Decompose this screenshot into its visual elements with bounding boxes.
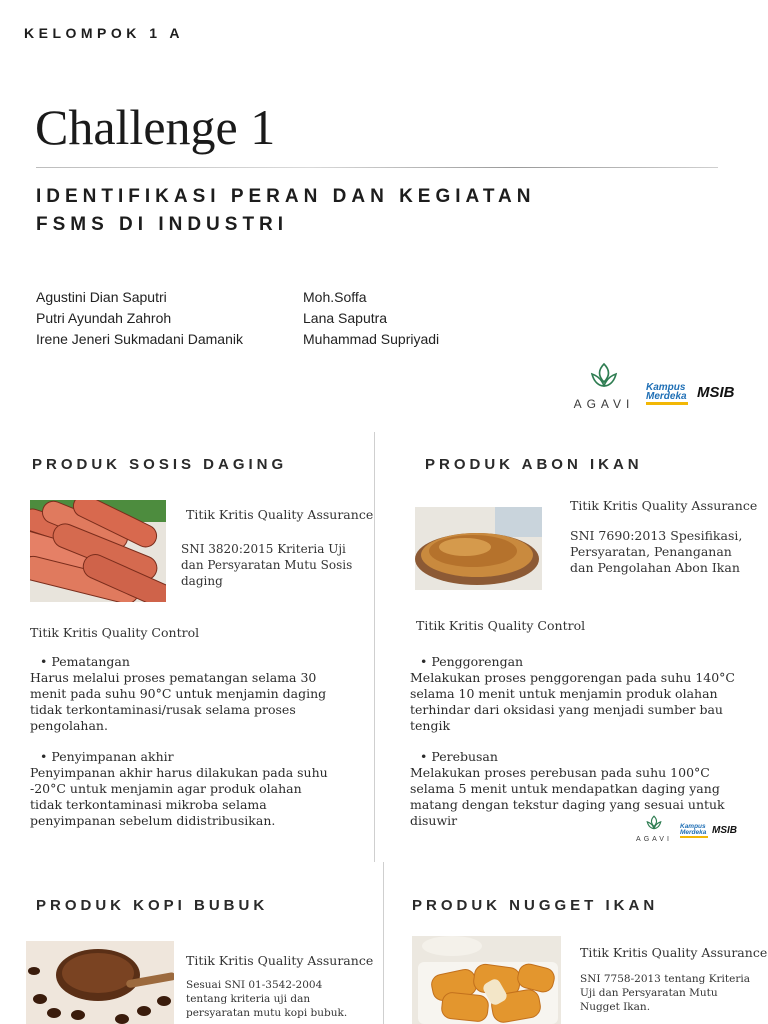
section-title-sosis: PRODUK SOSIS DAGING bbox=[32, 456, 288, 473]
nugget-photo bbox=[412, 936, 561, 1024]
msib-logo: MSIB bbox=[697, 384, 735, 401]
msib-logo-small: MSIB bbox=[712, 825, 737, 836]
kampus-merdeka-logo: Kampus Merdeka bbox=[646, 383, 688, 405]
qc-point-title: • Penyimpanan akhir bbox=[40, 749, 174, 764]
column-divider bbox=[383, 862, 384, 1024]
qc-point-body: Melakukan proses penggorengan pada suhu 140°C selama 10 menit untuk menjamin produk olahan terhindar dari oksidasi yang menjadi sumber bau tengik bbox=[410, 670, 735, 733]
qc-point-body: Harus melalui proses pematangan selama 30 menit pada suhu 90°C untuk menjamin daging tidak terkontaminasi/rusak selama proses pengolahan. bbox=[30, 670, 327, 733]
agavi-logo-small: AGAVI bbox=[632, 815, 676, 843]
agavi-leaf-icon bbox=[588, 362, 620, 392]
agavi-logo: AGAVI bbox=[570, 362, 638, 411]
kampus-merdeka-logo-small: Kampus Merdeka bbox=[680, 823, 707, 836]
qa-title-nugget: Titik Kritis Quality Assurance bbox=[580, 945, 768, 960]
member-name: Lana Saputra bbox=[303, 310, 388, 326]
qc-body-abon bbox=[410, 654, 736, 829]
agavi-leaf-icon bbox=[645, 815, 663, 832]
page-subtitle: IDENTIFIKASI PERAN DAN KEGIATAN FSMS DI INDUSTRI bbox=[36, 186, 536, 235]
qc-point-title: • Penggorengan bbox=[420, 654, 524, 669]
qa-title-kopi: Titik Kritis Quality Assurance bbox=[186, 953, 374, 968]
qa-desc-kopi: Sesuai SNI 01-3542-2004 tentang kriteria uji dan persyaratan mutu kopi bubuk. bbox=[186, 979, 348, 1019]
section-title-kopi: PRODUK KOPI BUBUK bbox=[36, 897, 269, 914]
qa-title-sosis: Titik Kritis Quality Assurance bbox=[186, 507, 374, 522]
group-label: KELOMPOK 1 A bbox=[24, 25, 185, 41]
qa-title-abon: Titik Kritis Quality Assurance bbox=[570, 498, 758, 513]
qc-point-body: Penyimpanan akhir harus dilakukan pada suhu -20°C untuk menjamin agar produk olahan tidak terkontaminasi mikroba selama penyimpanan sebelum didistribusikan. bbox=[30, 765, 328, 828]
qc-point-title: • Perebusan bbox=[420, 749, 498, 764]
qa-desc-abon: SNI 7690:2013 Spesifikasi, Persyaratan, Penanganan dan Pengolahan Abon Ikan bbox=[570, 528, 743, 575]
member-name: Moh.Soffa bbox=[303, 289, 367, 305]
member-name: Agustini Dian Saputri bbox=[36, 289, 167, 305]
qc-title-sosis: Titik Kritis Quality Control bbox=[30, 625, 200, 640]
title-divider bbox=[36, 167, 718, 168]
member-list-left bbox=[36, 287, 243, 350]
section-title-nugget: PRODUK NUGGET IKAN bbox=[412, 897, 659, 914]
page-title: Challenge 1 bbox=[35, 99, 276, 155]
abon-photo bbox=[415, 507, 542, 590]
qa-desc-nugget: SNI 7758-2013 tentang Kriteria Uji dan Persyaratan Mutu Nugget Ikan. bbox=[580, 973, 750, 1013]
sausage-photo bbox=[30, 500, 166, 602]
coffee-photo bbox=[26, 941, 174, 1024]
qc-point-title: • Pematangan bbox=[40, 654, 130, 669]
section-title-abon: PRODUK ABON IKAN bbox=[425, 456, 643, 473]
qc-point-body: Melakukan proses perebusan pada suhu 100°C selama 5 menit untuk mendapatkan daging yang matang dengan tekstur daging yang sesuai untuk disuwir bbox=[410, 765, 725, 828]
member-list-right bbox=[303, 287, 439, 350]
member-name: Putri Ayundah Zahroh bbox=[36, 310, 172, 326]
member-name: Irene Jeneri Sukmadani Damanik bbox=[36, 331, 243, 347]
qc-title-abon: Titik Kritis Quality Control bbox=[416, 618, 586, 633]
column-divider bbox=[374, 432, 375, 862]
qc-body-sosis bbox=[30, 654, 330, 829]
qa-desc-sosis: SNI 3820:2015 Kriteria Uji dan Persyaratan Mutu Sosis daging bbox=[181, 542, 353, 588]
member-name: Muhammad Supriyadi bbox=[303, 331, 440, 347]
